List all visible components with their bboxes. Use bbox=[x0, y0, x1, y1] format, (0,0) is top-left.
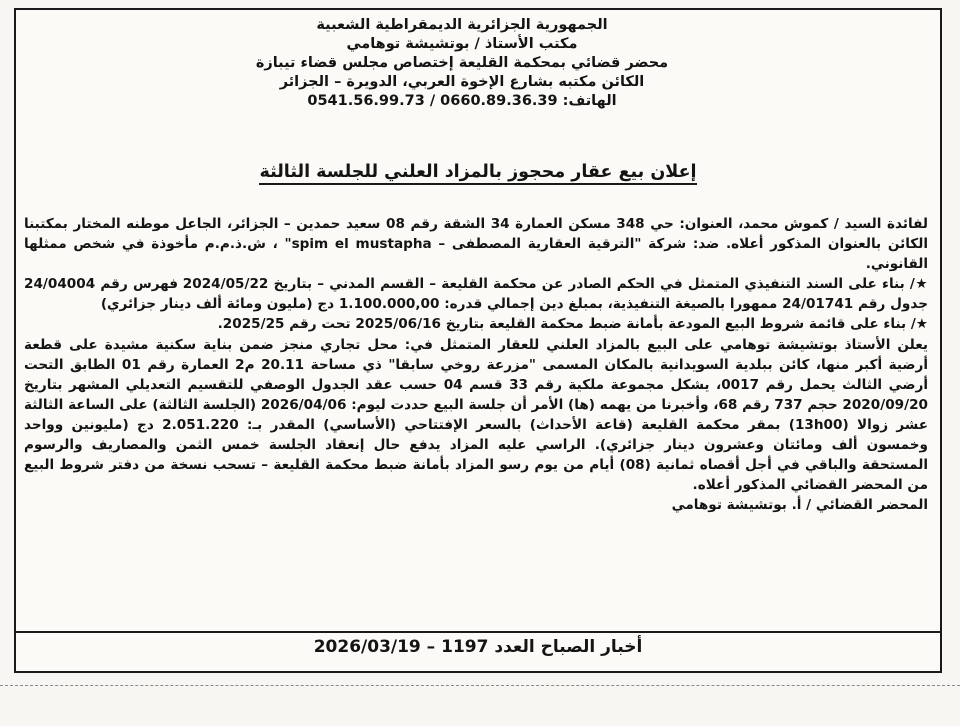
legal-notice bbox=[14, 8, 942, 673]
page-cut-line bbox=[0, 685, 960, 686]
bailiff-jurisdiction: محضر قضائي بمحكمة القليعة إختصاص مجلس قضاء تيبازة bbox=[255, 55, 669, 71]
office-name: مكتب الأستاذ / بوتشيشة توهامي bbox=[346, 36, 578, 52]
footer-divider bbox=[16, 631, 940, 633]
republic-name: الجمهورية الجزائرية الديمقراطية الشعبية bbox=[316, 17, 608, 33]
sale-conditions-paragraph: ★/ بناء على قائمة شروط البيع المودعة بأمانة ضبط محكمة القليعة بتاريخ 2025/06/16 تحت رقم 2025/25. bbox=[217, 316, 928, 333]
auction-details-paragraph: يعلن الأستاذ بوتشيشة توهامي على البيع بالمزاد العلني للعقار المتمثل في: محل تجاري منجز ضمن بناية سكنية مشيدة على قطعة أرضية أكبر منها، كائن ببلدية السويدانية بالمكان المسمى "مزرعة روخي سابقا" ذي مساحة 20.11 م2 العمارة رقم 01 الطابق التحت أرضي الثالث يحمل رقم 0017، يشكل مجموعة ملكية رقم 33 قسم 04 حسب عقد الجدول الوصفي للتقسيم التعديلي المشهر بتاريخ 2020/09/20 حجم 737 رقم 68، وأخبرنا من يهمه (ها) الأمر أن جلسة البيع حددت ليوم: 2026/04/06 (الجلسة الثالثة) على الساعة الثالثة عشر زوالا (13h00) بمقر محكمة القليعة (قاعة الأحداث) بالسعر الإفتتاحي (الأساسي) المقدر بـ: 2.051.220 دج (مليونين وواحد وخمسون ألف ومائتان وعشرون دينار جزائري). الراسي عليه المزاد يدفع حال إنعقاد الجلسة خمس الثمن والمصاريف والرسوم المستحقة والباقي في أجل أقصاه ثمانية (08) أيام من يوم رسو المزاد بأمانة ضبط محكمة القليعة – تسحب نسخة من دفتر شروط البيع من المحضر القضائي المذكور أعلاه. bbox=[24, 336, 928, 494]
bailiff-signature: المحضر القضائي / أ. بوتشيشة توهامي bbox=[671, 497, 928, 514]
phone-numbers: 0541.56.99.73 / 0660.89.36.39 bbox=[307, 93, 558, 109]
parties-paragraph: لفائدة السيد / كموش محمد، العنوان: حي 348 مسكن العمارة 34 الشقة رقم 08 سعيد حمدين – الجزائر، الجاعل موطنه المختار بمكتبنا الكائن بالعنوان المذكور أعلاه. ضد: شركة "الترقية العقارية المصطفى – spim el mustapha" ، ش.ذ.م.م مأخوذة في شخص ممثلها القانوني. bbox=[24, 216, 929, 273]
office-address: الكائن مكتبه بشارع الإخوة العربي، الدويرة – الجزائر bbox=[279, 74, 645, 90]
office-phone bbox=[242, 92, 682, 111]
notice-body bbox=[24, 214, 928, 515]
notice-title bbox=[16, 162, 940, 182]
notice-title-text: إعلان بيع عقار محجوز بالمزاد العلني للجلسة الثالثة bbox=[259, 162, 696, 185]
newspaper-footer: أخبار الصباح العدد 1197 – 2026/03/19 bbox=[313, 637, 643, 657]
enforcement-title-paragraph: ★/ بناء على السند التنفيذي المتمثل في الحكم الصادر عن محكمة القليعة – القسم المدني – بتاريخ 2024/05/22 فهرس رقم 24/04004 جدول رقم 24/01741 ممهورا بالصيغة التنفيذية، بمبلغ دين إجمالي قدره: 1.100.000,00 دج (مليون ومائة ألف دينار جزائري) bbox=[24, 276, 928, 313]
phone-label: الهاتف: bbox=[562, 93, 617, 109]
office-header bbox=[242, 16, 682, 111]
